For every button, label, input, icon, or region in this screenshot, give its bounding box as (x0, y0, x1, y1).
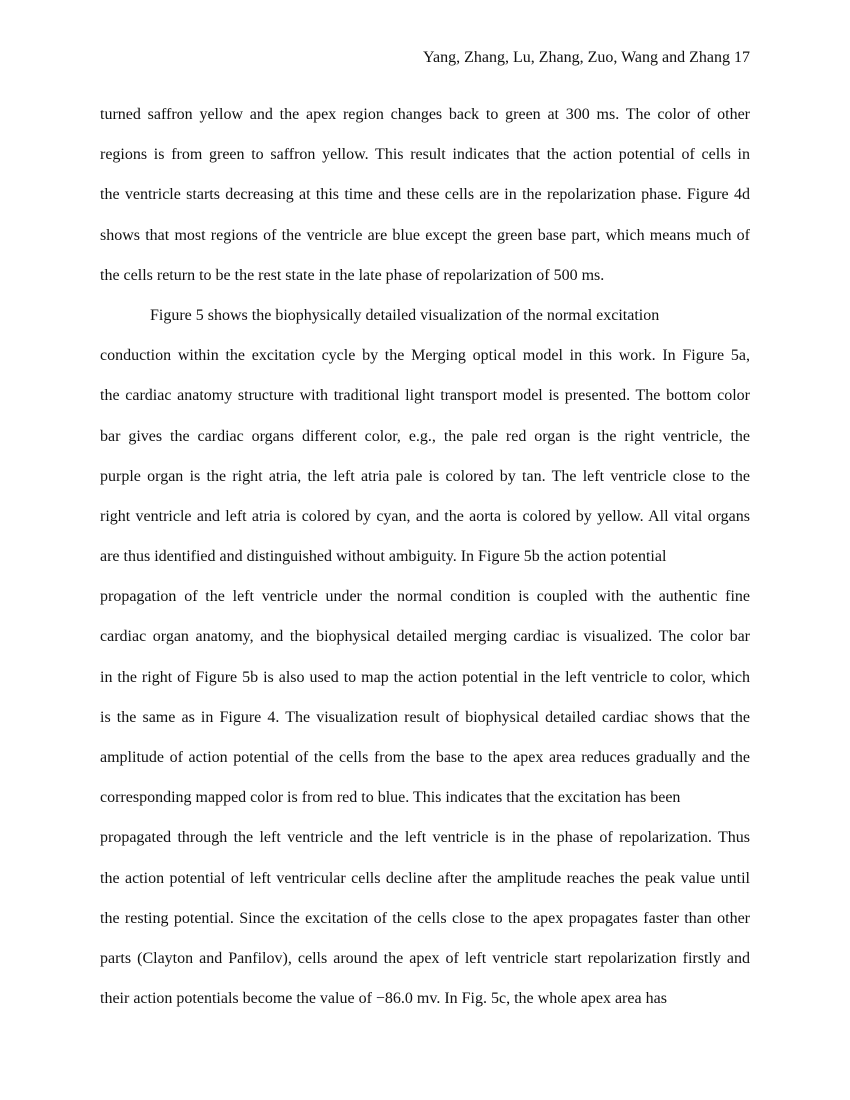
paragraph-1-line: the cells return to be the rest state in the late phase of repolarization of 500 ms. (100, 266, 605, 284)
paragraph-2-line: cardiac organ anatomy, and the biophysical detailed merging cardiac is visualized. The color bar (100, 628, 750, 646)
paragraph-2-line: their action potentials become the value of −86.0 mv. In Fig. 5c, the whole apex area has (100, 990, 667, 1008)
paragraph-2-line: purple organ is the right atria, the left atria pale is colored by tan. The left ventricle close to the (100, 467, 750, 485)
running-header: Yang, Zhang, Lu, Zhang, Zuo, Wang and Zhang 17 (423, 49, 750, 66)
paragraph-1-line: regions is from green to saffron yellow. This result indicates that the action potential of cells in (100, 146, 750, 164)
paragraph-2-line: the cardiac anatomy structure with traditional light transport model is presented. The bottom color (100, 387, 750, 405)
body-text (100, 95, 750, 1019)
paragraph-2-line: in the right of Figure 5b is also used to map the action potential in the left ventricle to color, which (100, 668, 750, 686)
paragraph-2-line: amplitude of action potential of the cells from the base to the apex area reduces gradually and the (100, 749, 750, 766)
paragraph-2-line: bar gives the cardiac organs different color, e.g., the pale red organ is the right ventricle, the (100, 427, 750, 445)
paragraph-2-line: propagated through the left ventricle and the left ventricle is in the phase of repolarization. Thus (100, 829, 750, 847)
paragraph-1-line: turned saffron yellow and the apex region changes back to green at 300 ms. The color of other (100, 106, 750, 123)
paragraph-2-line: Figure 5 shows the biophysically detailed visualization of the normal excitation (150, 306, 660, 324)
paragraph-2-line: the action potential of left ventricular cells decline after the amplitude reaches the peak value until (100, 869, 750, 887)
paragraph-2-line: are thus identified and distinguished without ambiguity. In Figure 5b the action potential (100, 548, 667, 566)
paragraph-1-line: shows that most regions of the ventricle are blue except the green base part, which means much of (100, 226, 750, 244)
paragraph-1-line: the ventricle starts decreasing at this time and these cells are in the repolarization phase. Figure 4d (100, 186, 750, 204)
paragraph-2-line: parts (Clayton and Panfilov), cells around the apex of left ventricle start repolarization firstly and (100, 949, 750, 967)
paragraph-2-line: is the same as in Figure 4. The visualization result of biophysical detailed cardiac shows that the (100, 708, 750, 726)
paragraph-2-line: conduction within the excitation cycle by the Merging optical model in this work. In Figure 5a, (100, 347, 750, 365)
paragraph-2-line: corresponding mapped color is from red to blue. This indicates that the excitation has been (100, 789, 681, 807)
paragraph-2-line: right ventricle and left atria is colored by cyan, and the aorta is colored by yellow. All vital organs (100, 507, 750, 525)
paragraph-2-line: propagation of the left ventricle under the normal condition is coupled with the authentic fine (100, 588, 750, 606)
paragraph-2-line: the resting potential. Since the excitation of the cells close to the apex propagates faster than other (100, 909, 750, 927)
